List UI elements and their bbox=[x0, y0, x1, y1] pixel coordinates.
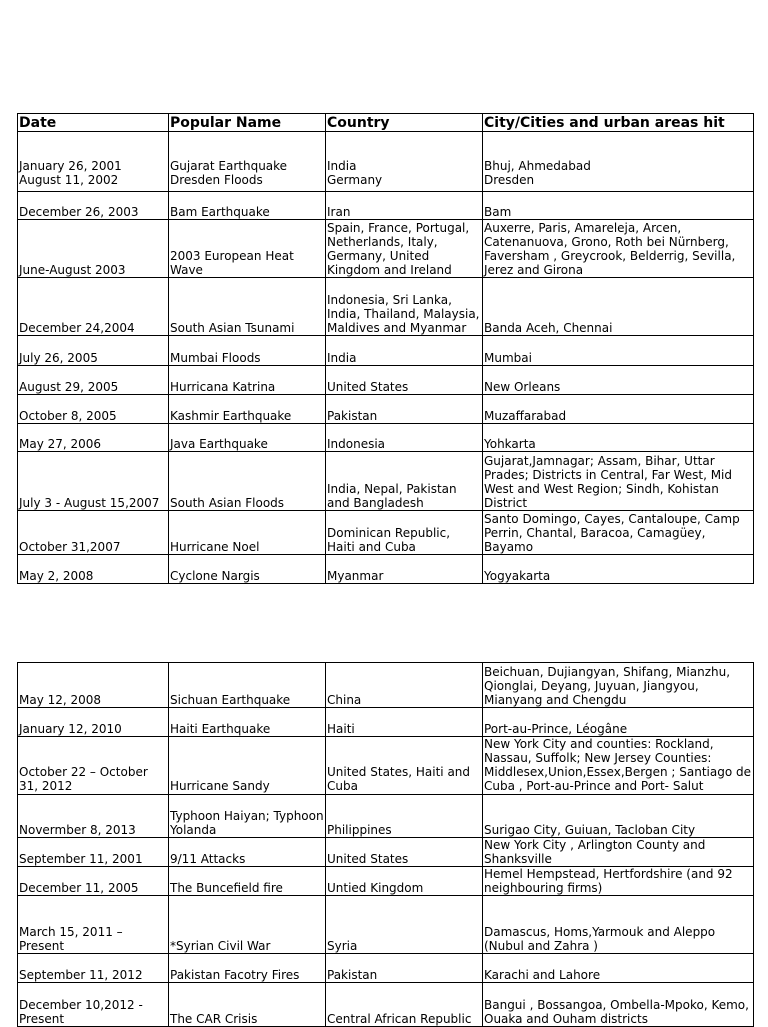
cell-date: June-August 2003 bbox=[18, 220, 169, 278]
cell-country: Pakistan bbox=[326, 954, 483, 983]
cell-country: India Germany bbox=[326, 132, 483, 192]
cell-popular-name: Typhoon Haiyan; Typhoon Yolanda bbox=[169, 795, 326, 838]
cell-date: August 29, 2005 bbox=[18, 366, 169, 395]
cell-cities: Bhuj, Ahmedabad Dresden bbox=[483, 132, 754, 192]
cell-cities: Auxerre, Paris, Amareleja, Arcen, Catenanuova, Grono, Roth bei Nürnberg, Faversham , Greycrook, Belderrig, Sevilla, Jerez and Girona bbox=[483, 220, 754, 278]
table-row bbox=[18, 132, 754, 192]
table-row bbox=[18, 220, 754, 278]
table-row bbox=[18, 983, 754, 1027]
header-popular-name: Popular Name bbox=[169, 114, 326, 132]
cell-popular-name: Sichuan Earthquake bbox=[169, 663, 326, 708]
cell-cities: Banda Aceh, Chennai bbox=[483, 278, 754, 336]
cell-date: May 2, 2008 bbox=[18, 555, 169, 584]
disaster-table-1 bbox=[17, 113, 754, 584]
cell-country: China bbox=[326, 663, 483, 708]
cell-cities: New Orleans bbox=[483, 366, 754, 395]
header-date: Date bbox=[18, 114, 169, 132]
cell-cities: New York City and counties: Rockland, Nassau, Suffolk; New Jersey Counties: Middlesex,Union,Essex,Bergen ; Santiago de Cuba , Port-au-Prince and Port- Salut bbox=[483, 737, 754, 795]
cell-popular-name: *Syrian Civil War bbox=[169, 896, 326, 954]
table-row bbox=[18, 896, 754, 954]
cell-cities: Yogyakarta bbox=[483, 555, 754, 584]
cell-country: Syria bbox=[326, 896, 483, 954]
header-country: Country bbox=[326, 114, 483, 132]
table-row bbox=[18, 555, 754, 584]
cell-popular-name: Pakistan Facotry Fires bbox=[169, 954, 326, 983]
cell-date: October 8, 2005 bbox=[18, 395, 169, 424]
cell-date: July 26, 2005 bbox=[18, 336, 169, 366]
cell-cities: Surigao City, Guiuan, Tacloban City bbox=[483, 795, 754, 838]
cell-date: March 15, 2011 – Present bbox=[18, 896, 169, 954]
cell-country: India, Nepal, Pakistan and Bangladesh bbox=[326, 452, 483, 511]
table-row bbox=[18, 838, 754, 867]
cell-date: January 26, 2001 August 11, 2002 bbox=[18, 132, 169, 192]
table-row bbox=[18, 663, 754, 708]
cell-cities: Yohkarta bbox=[483, 424, 754, 452]
table-header-row bbox=[18, 114, 754, 132]
cell-country: Dominican Republic, Haiti and Cuba bbox=[326, 511, 483, 555]
cell-date: May 27, 2006 bbox=[18, 424, 169, 452]
header-cities: City/Cities and urban areas hit bbox=[483, 114, 754, 132]
table-row bbox=[18, 795, 754, 838]
cell-date: October 22 – October 31, 2012 bbox=[18, 737, 169, 795]
cell-date: Novermber 8, 2013 bbox=[18, 795, 169, 838]
cell-country: Untied Kingdom bbox=[326, 867, 483, 896]
cell-cities: New York City , Arlington County and Shanksville bbox=[483, 838, 754, 867]
cell-popular-name: Cyclone Nargis bbox=[169, 555, 326, 584]
cell-popular-name: Hurricana Katrina bbox=[169, 366, 326, 395]
table-row bbox=[18, 395, 754, 424]
cell-country: Iran bbox=[326, 192, 483, 220]
cell-cities: Karachi and Lahore bbox=[483, 954, 754, 983]
cell-popular-name: Kashmir Earthquake bbox=[169, 395, 326, 424]
cell-date: January 12, 2010 bbox=[18, 708, 169, 737]
cell-country: Indonesia bbox=[326, 424, 483, 452]
table-row bbox=[18, 336, 754, 366]
cell-popular-name: South Asian Floods bbox=[169, 452, 326, 511]
cell-date: July 3 - August 15,2007 bbox=[18, 452, 169, 511]
cell-popular-name: Hurricane Noel bbox=[169, 511, 326, 555]
cell-popular-name: The CAR Crisis bbox=[169, 983, 326, 1027]
cell-date: October 31,2007 bbox=[18, 511, 169, 555]
cell-country: United States, Haiti and Cuba bbox=[326, 737, 483, 795]
cell-cities: Bangui , Bossangoa, Ombella-Mpoko, Kemo, Ouaka and Ouham districts bbox=[483, 983, 754, 1027]
table-row bbox=[18, 192, 754, 220]
table-row bbox=[18, 452, 754, 511]
cell-country: Haiti bbox=[326, 708, 483, 737]
table-row bbox=[18, 511, 754, 555]
table-row bbox=[18, 737, 754, 795]
cell-popular-name: Hurricane Sandy bbox=[169, 737, 326, 795]
cell-country: Philippines bbox=[326, 795, 483, 838]
cell-cities: Beichuan, Dujiangyan, Shifang, Mianzhu, Qionglai, Deyang, Juyuan, Jiangyou, Mianyang and Chengdu bbox=[483, 663, 754, 708]
table-row bbox=[18, 278, 754, 336]
cell-cities: Port-au-Prince, Léogâne bbox=[483, 708, 754, 737]
cell-country: Spain, France, Portugal, Netherlands, Italy, Germany, United Kingdom and Ireland bbox=[326, 220, 483, 278]
cell-popular-name: 9/11 Attacks bbox=[169, 838, 326, 867]
cell-popular-name: Mumbai Floods bbox=[169, 336, 326, 366]
cell-country: Central African Republic bbox=[326, 983, 483, 1027]
cell-cities: Bam bbox=[483, 192, 754, 220]
cell-country: Indonesia, Sri Lanka, India, Thailand, Malaysia, Maldives and Myanmar bbox=[326, 278, 483, 336]
cell-date: May 12, 2008 bbox=[18, 663, 169, 708]
cell-cities: Gujarat,Jamnagar; Assam, Bihar, Uttar Prades; Districts in Central, Far West, Mid West and West Region; Sindh, Kohistan District bbox=[483, 452, 754, 511]
disaster-table-2 bbox=[17, 662, 754, 1027]
cell-country: Myanmar bbox=[326, 555, 483, 584]
cell-date: December 10,2012 - Present bbox=[18, 983, 169, 1027]
cell-date: December 26, 2003 bbox=[18, 192, 169, 220]
cell-popular-name: Bam Earthquake bbox=[169, 192, 326, 220]
table-row bbox=[18, 954, 754, 983]
cell-country: Pakistan bbox=[326, 395, 483, 424]
table-row bbox=[18, 424, 754, 452]
cell-date: December 24,2004 bbox=[18, 278, 169, 336]
cell-date: September 11, 2012 bbox=[18, 954, 169, 983]
cell-popular-name: 2003 European Heat Wave bbox=[169, 220, 326, 278]
cell-popular-name: The Buncefield fire bbox=[169, 867, 326, 896]
cell-popular-name: Java Earthquake bbox=[169, 424, 326, 452]
cell-country: India bbox=[326, 336, 483, 366]
cell-popular-name: South Asian Tsunami bbox=[169, 278, 326, 336]
cell-cities: Santo Domingo, Cayes, Cantaloupe, Camp Perrin, Chantal, Baracoa, Camagüey, Bayamo bbox=[483, 511, 754, 555]
table-row bbox=[18, 708, 754, 737]
table-row bbox=[18, 366, 754, 395]
cell-country: United States bbox=[326, 366, 483, 395]
cell-country: United States bbox=[326, 838, 483, 867]
cell-date: December 11, 2005 bbox=[18, 867, 169, 896]
cell-cities: Hemel Hempstead, Hertfordshire (and 92 neighbouring firms) bbox=[483, 867, 754, 896]
table-row bbox=[18, 867, 754, 896]
cell-cities: Muzaffarabad bbox=[483, 395, 754, 424]
cell-popular-name: Gujarat Earthquake Dresden Floods bbox=[169, 132, 326, 192]
cell-cities: Mumbai bbox=[483, 336, 754, 366]
cell-popular-name: Haiti Earthquake bbox=[169, 708, 326, 737]
cell-cities: Damascus, Homs,Yarmouk and Aleppo (Nubul and Zahra ) bbox=[483, 896, 754, 954]
cell-date: September 11, 2001 bbox=[18, 838, 169, 867]
